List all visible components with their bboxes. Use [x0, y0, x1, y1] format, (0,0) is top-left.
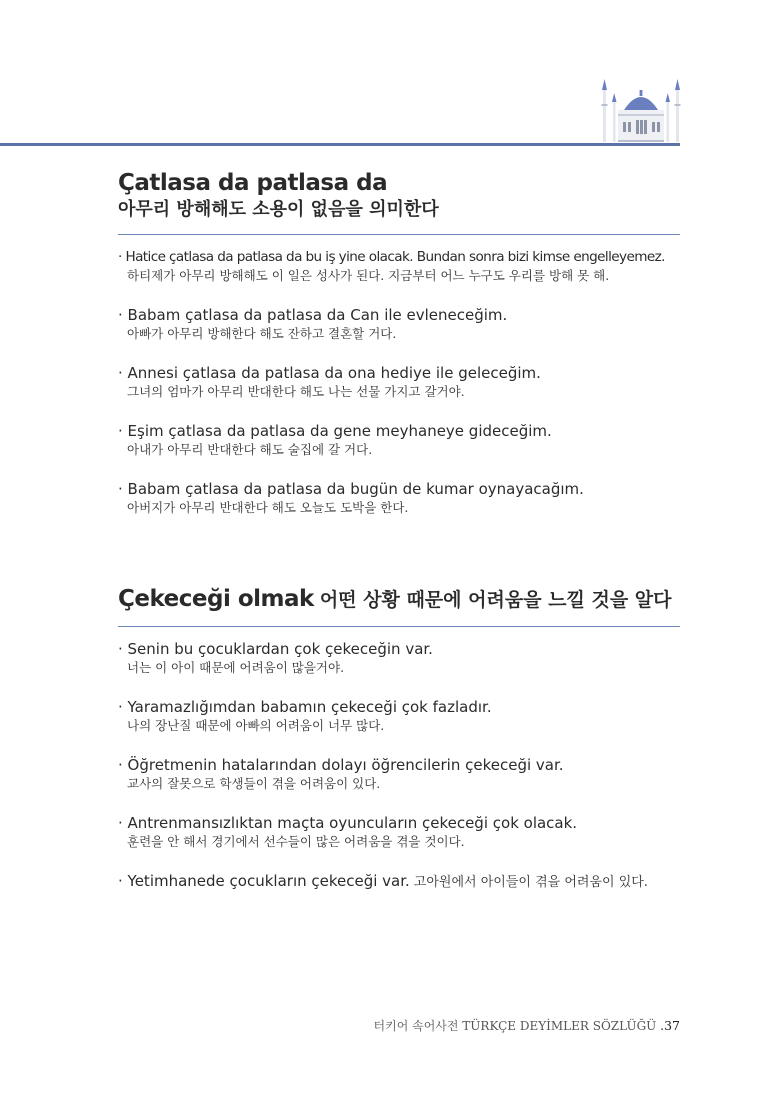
example-korean: 아빠가 아무리 방해한다 해도 잔하고 결혼할 거다.: [127, 326, 397, 341]
idiom-title: Çatlasa da patlasa da: [118, 170, 388, 196]
example-turkish: · Öğretmenin hatalarından dolayı öğrencilerin çekeceği var.: [118, 756, 564, 774]
example-list: [118, 639, 680, 892]
example-list: [118, 247, 680, 517]
page-number: .37: [660, 1018, 680, 1033]
example-item: [118, 639, 680, 677]
example-korean: 나의 장난질 때문에 아빠의 어려움이 너무 많다.: [127, 718, 385, 733]
idiom-section-2: [118, 584, 680, 912]
section-divider: [118, 234, 680, 235]
mosque-icon: [600, 76, 682, 144]
idiom-meaning: 아무리 방해해도 소용이 없음을 의미한다: [118, 199, 439, 220]
idiom-meaning: 어떤 상황 때문에 어려움을 느낄 것을 알다: [319, 589, 672, 611]
example-item: [118, 871, 680, 892]
example-korean: 훈련을 안 해서 경기에서 선수들이 많은 어려움을 겪을 것이다.: [127, 834, 465, 849]
example-korean: 교사의 잘못으로 학생들이 겪을 어려움이 있다.: [127, 776, 381, 791]
example-turkish: · Yaramazlığımdan babamın çekeceği çok fazladır.: [118, 698, 492, 716]
example-item: [118, 247, 680, 285]
example-item: [118, 305, 680, 343]
example-turkish: · Yetimhanede çocukların çekeceği var. 고아원에서 아이들이 겪을 어려움이 있다.: [118, 872, 648, 890]
example-turkish: · Eşim çatlasa da patlasa da gene meyhaneye gideceğim.: [118, 422, 552, 440]
idiom-section-1: [118, 168, 680, 537]
example-turkish: · Senin bu çocuklardan çok çekeceğin var.: [118, 640, 433, 658]
example-korean: 그녀의 엄마가 아무리 반대한다 해도 나는 선물 가지고 갈거야.: [127, 384, 465, 399]
example-korean: 고아원에서 아이들이 겪을 어려움이 있다.: [413, 875, 648, 890]
example-item: [118, 813, 680, 851]
idiom-title: Çekeceği olmak: [118, 586, 314, 612]
page-footer: [374, 1017, 680, 1034]
idiom-heading: [118, 584, 680, 614]
example-item: [118, 421, 680, 459]
example-item: [118, 697, 680, 735]
footer-title: 터키어 속어사전 TÜRKÇE DEYİMLER SÖZLÜĞÜ: [373, 1019, 657, 1033]
section-divider: [118, 626, 680, 627]
example-turkish: · Babam çatlasa da patlasa da bugün de kumar oynayacağım.: [118, 480, 584, 498]
example-turkish: · Hatice çatlasa da patlasa da bu iş yine olacak. Bundan sonra bizi kimse engelleyemez.: [118, 249, 665, 265]
example-korean: 아버지가 아무리 반대한다 해도 오늘도 도박을 한다.: [127, 500, 409, 515]
example-korean: 하티제가 아무리 방해해도 이 일은 성사가 된다. 지금부터 어느 누구도 우리를 방해 못 해.: [127, 268, 610, 283]
example-turkish: · Annesi çatlasa da patlasa da ona hediye ile geleceğim.: [118, 364, 541, 382]
example-turkish: · Babam çatlasa da patlasa da Can ile evleneceğim.: [118, 306, 508, 324]
example-item: [118, 755, 680, 793]
example-korean: 아내가 아무리 반대한다 해도 술집에 갈 거다.: [127, 442, 373, 457]
example-turkish: · Antrenmansızlıktan maçta oyuncuların çekeceği çok olacak.: [118, 814, 578, 832]
header-rule: [0, 143, 680, 146]
example-item: [118, 479, 680, 517]
example-korean: 너는 이 아이 때문에 어려움이 많을거야.: [127, 660, 345, 675]
example-item: [118, 363, 680, 401]
